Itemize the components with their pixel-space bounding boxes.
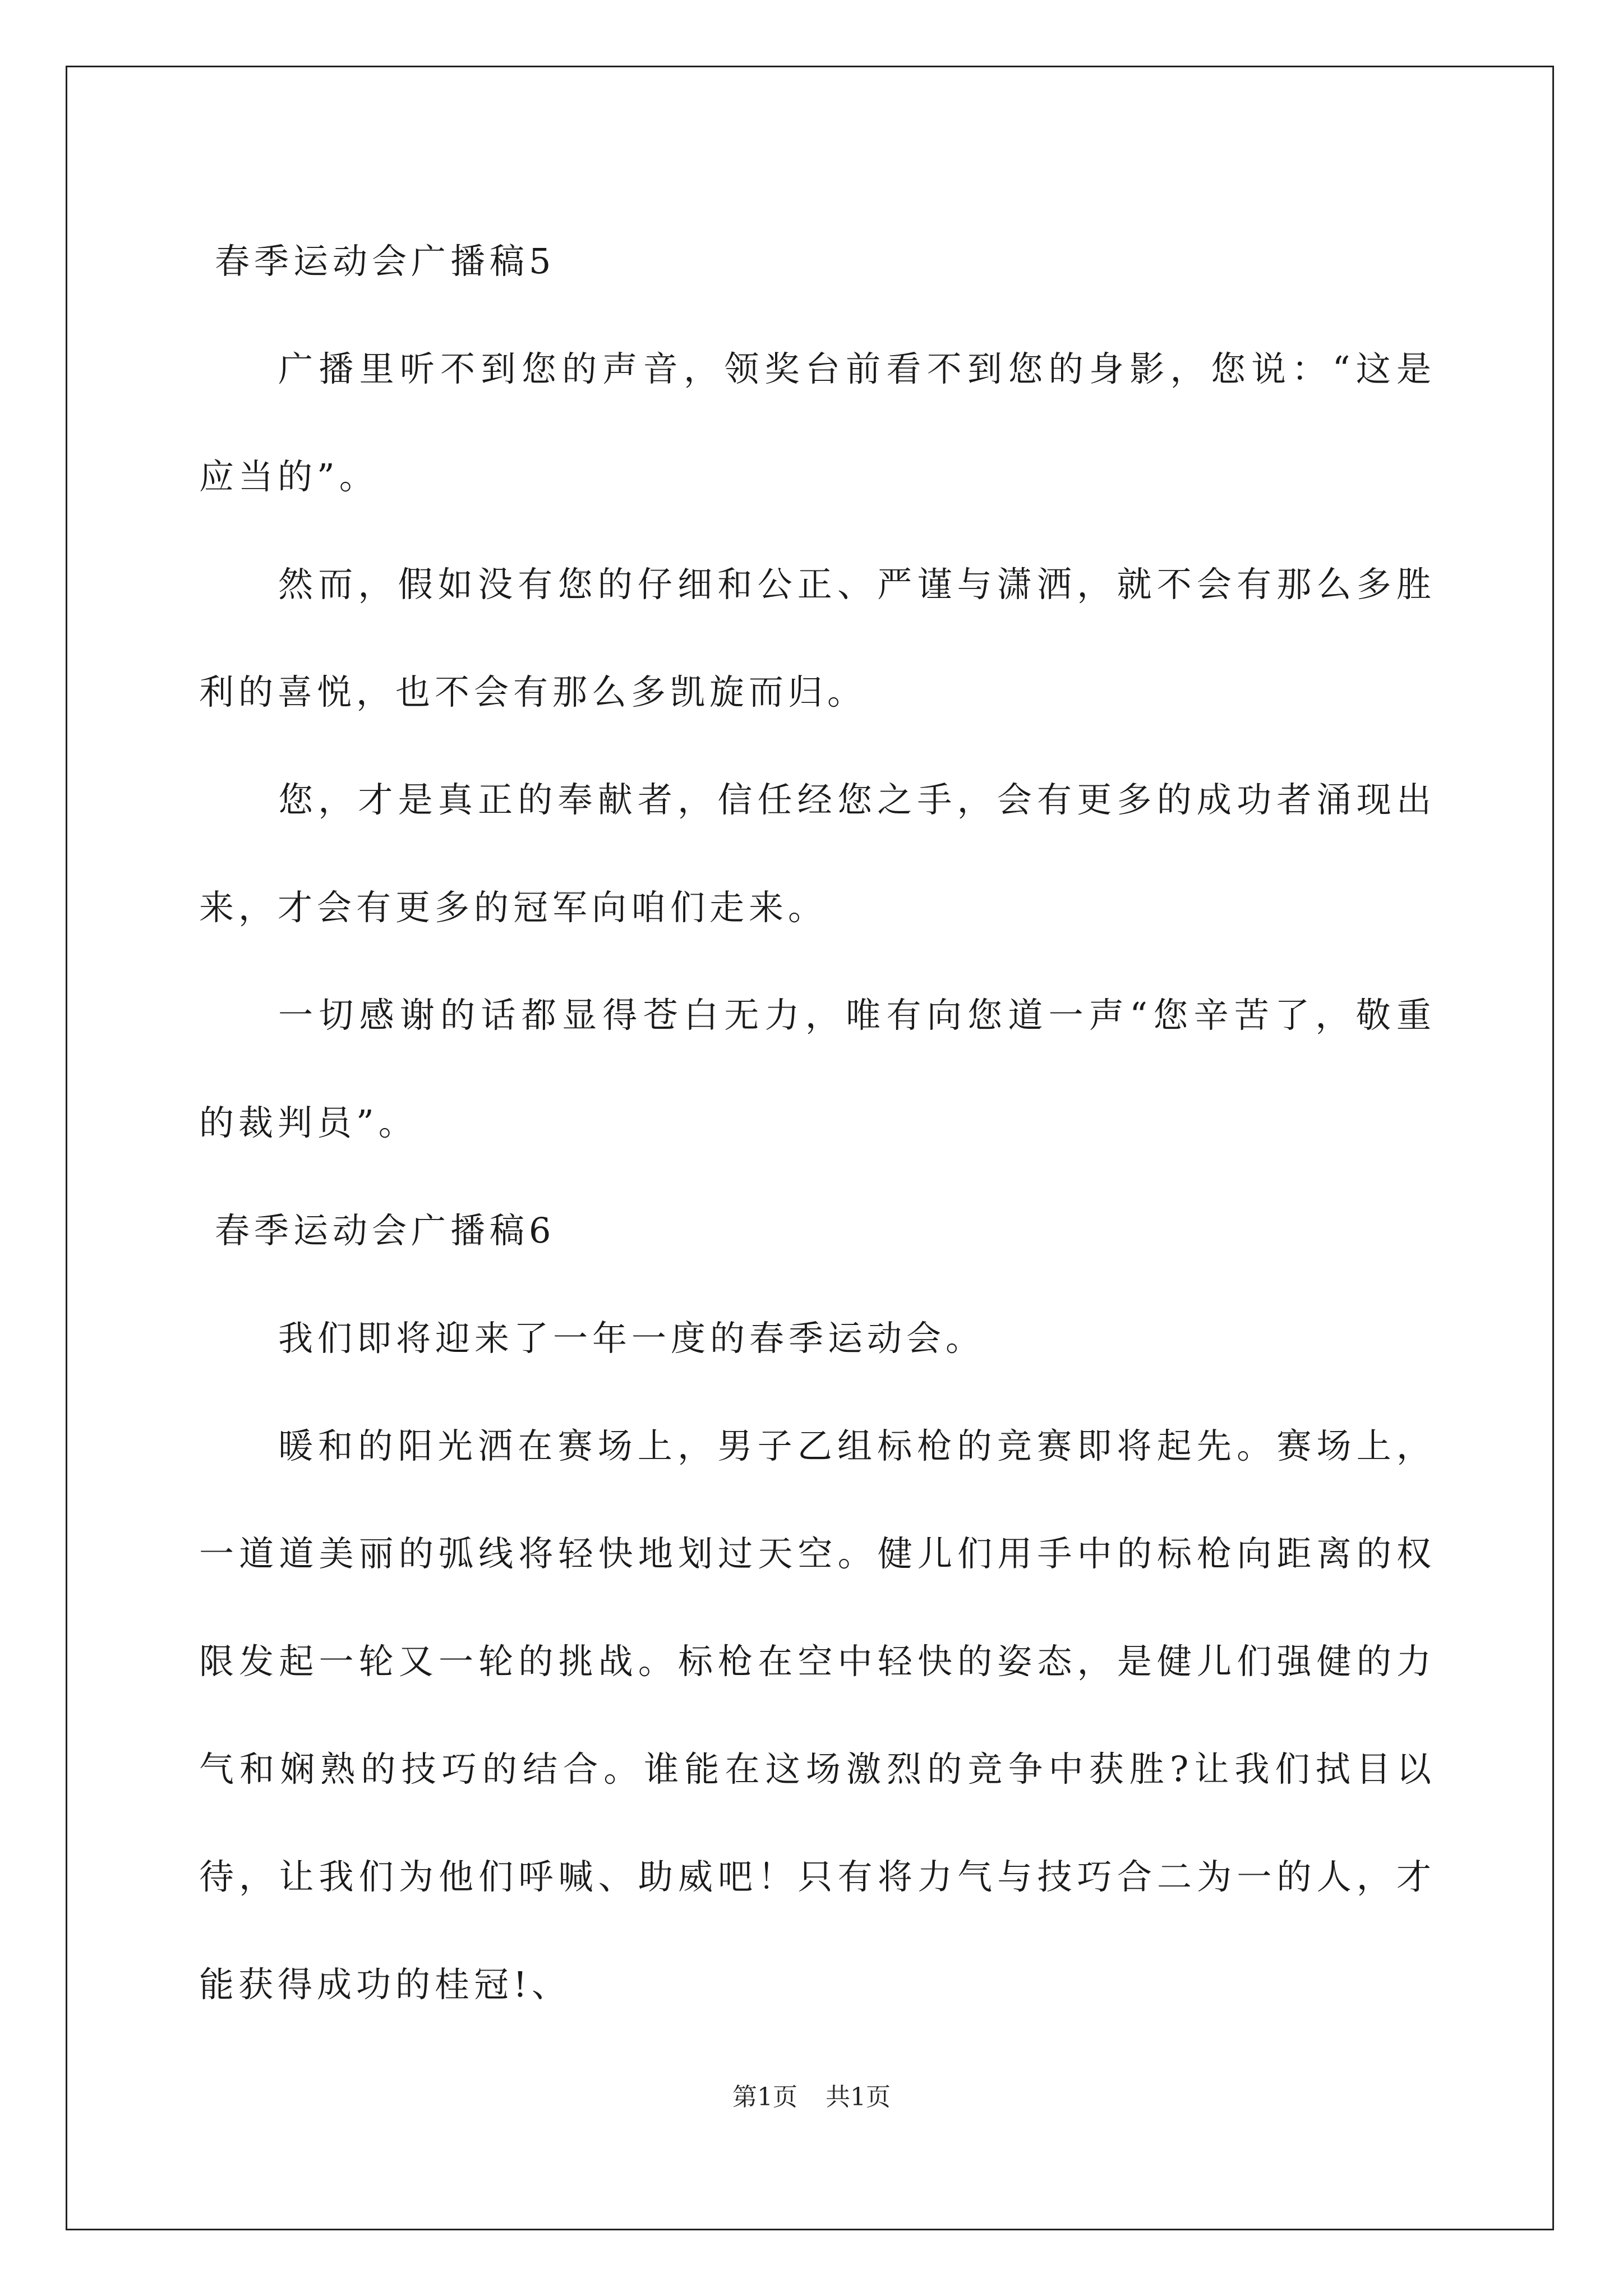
document-body bbox=[199, 208, 1436, 2039]
paragraph: 我们即将迎来了一年一度的春季运动会。 bbox=[278, 1318, 985, 1359]
paragraph: 暖和的阳光洒在赛场上，男子乙组标枪的竞赛即将起先。赛场上，一道道美丽的弧线将轻快地划过天空。健儿们用手中的标枪向距离的权限发起一轮又一轮的挑战。标枪在空中轻快的姿态，是健儿们强健的力气和娴熟的技巧的结合。谁能在这场激烈的竞争中获胜?让我们拭目以待，让我们为他们呼喊、助威吧！只有将力气与技巧合二为一的人，才能获得成功的桂冠!、 bbox=[199, 1425, 1436, 2005]
paragraph: 然而，假如没有您的仔细和公正、严谨与潇洒，就不会有那么多胜利的喜悦，也不会有那么多凯旋而归。 bbox=[199, 564, 1436, 712]
page-total: 共1页 bbox=[826, 2083, 891, 2111]
paragraph: 您，才是真正的奉献者，信任经您之手，会有更多的成功者涌现出来，才会有更多的冠军向咱们走来。 bbox=[199, 779, 1436, 928]
paragraph: 一切感谢的话都显得苍白无力，唯有向您道一声“您辛苦了，敬重的裁判员”。 bbox=[199, 995, 1436, 1143]
page-footer bbox=[0, 2077, 1623, 2113]
page-number: 第1页 bbox=[732, 2083, 797, 2111]
section-heading: 春季运动会广播稿5 bbox=[215, 241, 556, 282]
section-heading: 春季运动会广播稿6 bbox=[215, 1210, 556, 1251]
section-6 bbox=[199, 1177, 1436, 2039]
paragraph: 广播里听不到您的声音，领奖台前看不到您的身影，您说：“这是应当的”。 bbox=[199, 348, 1436, 497]
section-5 bbox=[199, 208, 1436, 1177]
